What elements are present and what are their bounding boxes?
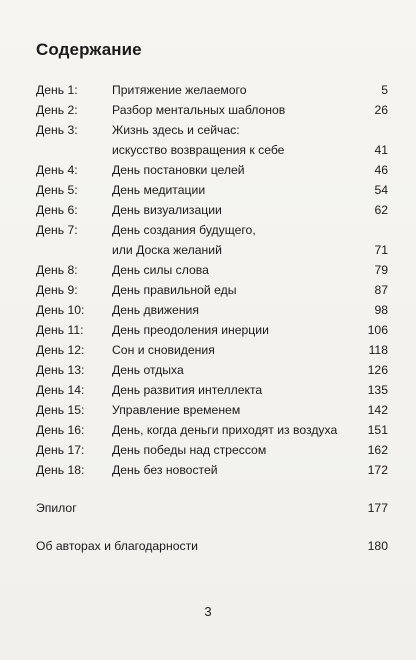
toc-chapter-title: День правильной еды [112,283,237,297]
toc-chapter-title: Управление временем [112,403,241,417]
toc-entry-day-5 [36,180,388,200]
toc-entry-day-8 [36,260,388,280]
toc-chapter-title: Жизнь здесь и сейчас: [112,123,240,137]
toc-entry-day-4 [36,160,388,180]
toc-day-label: День 18: [36,463,85,477]
toc-entry-authors [36,536,388,556]
toc-chapter-title: День победы над стрессом [112,443,267,457]
toc-entry-day-18 [36,460,388,480]
toc-page-number: 135 [367,383,388,397]
toc-chapter-title: День развития интеллекта [112,383,263,397]
toc-chapter-title: День отдыха [112,363,184,377]
toc-day-label: День 8: [36,263,78,277]
toc-day-label: День 1: [36,83,78,97]
toc-page-number: 162 [367,443,388,457]
toc-page-number: 62 [374,203,388,217]
toc-entry-day-3 [36,120,388,140]
toc-entry-day-17 [36,440,388,460]
toc-page-number: 180 [367,539,388,553]
toc-entry-day-3-continued [36,140,388,160]
toc-day-label: День 5: [36,183,78,197]
toc-page-number: 54 [374,183,388,197]
toc-day-label: День 14: [36,383,85,397]
toc-day-label: День 13: [36,363,85,377]
toc-page-number: 142 [367,403,388,417]
toc-chapter-title: День силы слова [112,263,209,277]
page-number: 3 [204,604,212,619]
toc-entry-day-2 [36,100,388,120]
toc-page-number: 26 [374,103,388,117]
section-spacer [36,518,388,536]
toc-day-label: День 9: [36,283,78,297]
toc-day-label: День 7: [36,223,78,237]
toc-page-number: 118 [368,343,388,357]
toc-day-label: День 11: [36,323,84,337]
toc-entry-day-11 [36,320,388,340]
toc-day-label: День 3: [36,123,78,137]
toc-chapter-title: День движения [112,303,199,317]
toc-page-number: 71 [374,243,388,257]
page-title: Содержание [36,40,142,59]
toc-day-label: День 15: [36,403,85,417]
toc-page-number: 98 [374,303,388,317]
toc-chapter-title: День визуализации [112,203,222,217]
toc-chapter-title: Эпилог [36,501,77,515]
toc-entry-day-14 [36,380,388,400]
toc-chapter-title: Сон и сновидения [112,343,215,357]
toc-day-label: День 4: [36,163,78,177]
toc-page-number: 5 [381,83,388,97]
toc-page-number: 79 [374,263,388,277]
toc-entry-day-12 [36,340,388,360]
toc-entry-day-15 [36,400,388,420]
toc-page-number: 126 [367,363,388,377]
section-spacer [36,480,388,498]
toc-day-label: День 6: [36,203,78,217]
toc-chapter-title: День без новостей [112,463,218,477]
toc-entry-epilogue [36,498,388,518]
toc-chapter-title-continued: искусство возвращения к себе [112,143,285,157]
toc-day-label: День 12: [36,343,85,357]
toc-chapter-title: Разбор ментальных шаблонов [112,103,286,117]
toc-entry-day-6 [36,200,388,220]
toc-entry-day-7-continued [36,240,388,260]
toc-chapter-title: День создания будущего, [112,223,256,237]
toc-chapter-title: День постановки целей [112,163,245,177]
toc-chapter-title: Об авторах и благодарности [36,539,198,553]
toc-page-number: 177 [367,501,388,515]
toc-day-label: День 16: [36,423,85,437]
toc-page-number: 41 [374,143,388,157]
toc-page-number: 172 [367,463,388,477]
toc-page-number: 106 [367,323,388,337]
toc-chapter-title: Притяжение желаемого [112,83,247,97]
toc-chapter-title: День, когда деньги приходят из воздуха [112,423,338,437]
toc-chapter-title: День медитации [112,183,206,197]
toc-entry-day-10 [36,300,388,320]
toc-chapter-title-continued: или Доска желаний [112,243,222,257]
toc-entry-day-1 [36,80,388,100]
toc-page-number: 46 [374,163,388,177]
table-of-contents [36,80,388,556]
toc-day-label: День 17: [36,443,85,457]
toc-chapter-title: День преодоления инерции [112,323,269,337]
toc-entry-day-7 [36,220,388,240]
toc-day-label: День 10: [36,303,85,317]
toc-entry-day-13 [36,360,388,380]
toc-day-label: День 2: [36,103,78,117]
toc-entry-day-9 [36,280,388,300]
toc-page-number: 151 [367,423,388,437]
toc-page-number: 87 [374,283,388,297]
toc-entry-day-16 [36,420,388,440]
